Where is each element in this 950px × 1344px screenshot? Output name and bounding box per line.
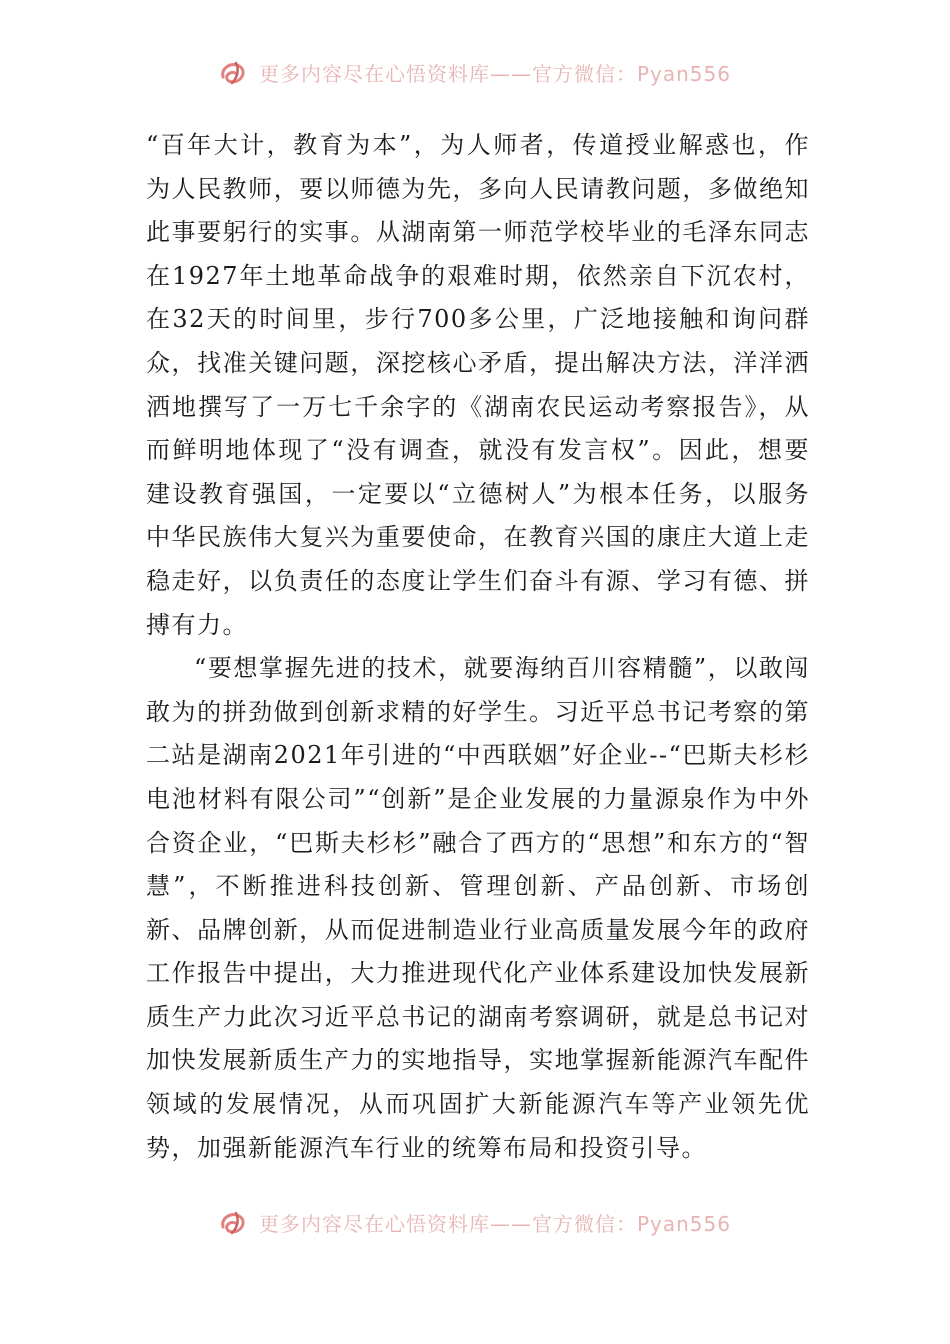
paragraph-2: “要想掌握先进的技术，就要海纳百川容精髓”，以敢闯敢为的拼劲做到创新求精的好学生。习近平总书记考察的第二站是湖南2021年引进的“中西联姻”好企业--“巴斯夫杉杉电池材料有限公司”“创新”是企业发展的力量源泉作为中外合资企业，“巴斯夫杉杉”融合了西方的“思想”和东方的“智慧”，不断推进科技创新、管理创新、产品创新、市场创新、品牌创新，从而促进制造业行业高质量发展今年的政府工作报告中提出，大力推进现代化产业体系建设加快发展新质生产力此次习近平总书记的湖南考察调研，就是总书记对加快发展新质生产力的实地指导，实地掌握新能源汽车配件领域的发展情况，从而巩固扩大新能源汽车等产业领先优势，加强新能源汽车行业的统筹布局和投资引导。	[146, 654, 810, 1162]
brand-logo-icon	[219, 59, 249, 85]
brand-logo-icon	[219, 1209, 249, 1235]
watermark-text: 更多内容尽在心悟资料库——官方微信：Pyan556	[258, 1211, 731, 1236]
header-watermark	[0, 52, 950, 92]
paragraph-1: “百年大计，教育为本”，为人师者，传道授业解惑也，作为人民教师，要以师德为先，多向人民请教问题，多做绝知此事要躬行的实事。从湖南第一师范学校毕业的毛泽东同志在1927年土地革命战争的艰难时期，依然亲自下沉农村，在32天的时间里，步行700多公里，广泛地接触和询问群众，找准关键问题，深挖核心矛盾，提出解决方法，洋洋洒洒地撰写了一万七千余字的《湖南农民运动考察报告》，从而鲜明地体现了“没有调查，就没有发言权”。因此，想要建设教育强国，一定要以“立德树人”为根本任务，以服务中华民族伟大复兴为重要使命，在教育兴国的康庄大道上走稳走好，以负责任的态度让学生们奋斗有源、学习有德、拼搏有力。	[146, 131, 810, 639]
document-body	[146, 124, 810, 1170]
footer-watermark	[0, 1202, 950, 1242]
watermark-text: 更多内容尽在心悟资料库——官方微信：Pyan556	[258, 61, 731, 86]
